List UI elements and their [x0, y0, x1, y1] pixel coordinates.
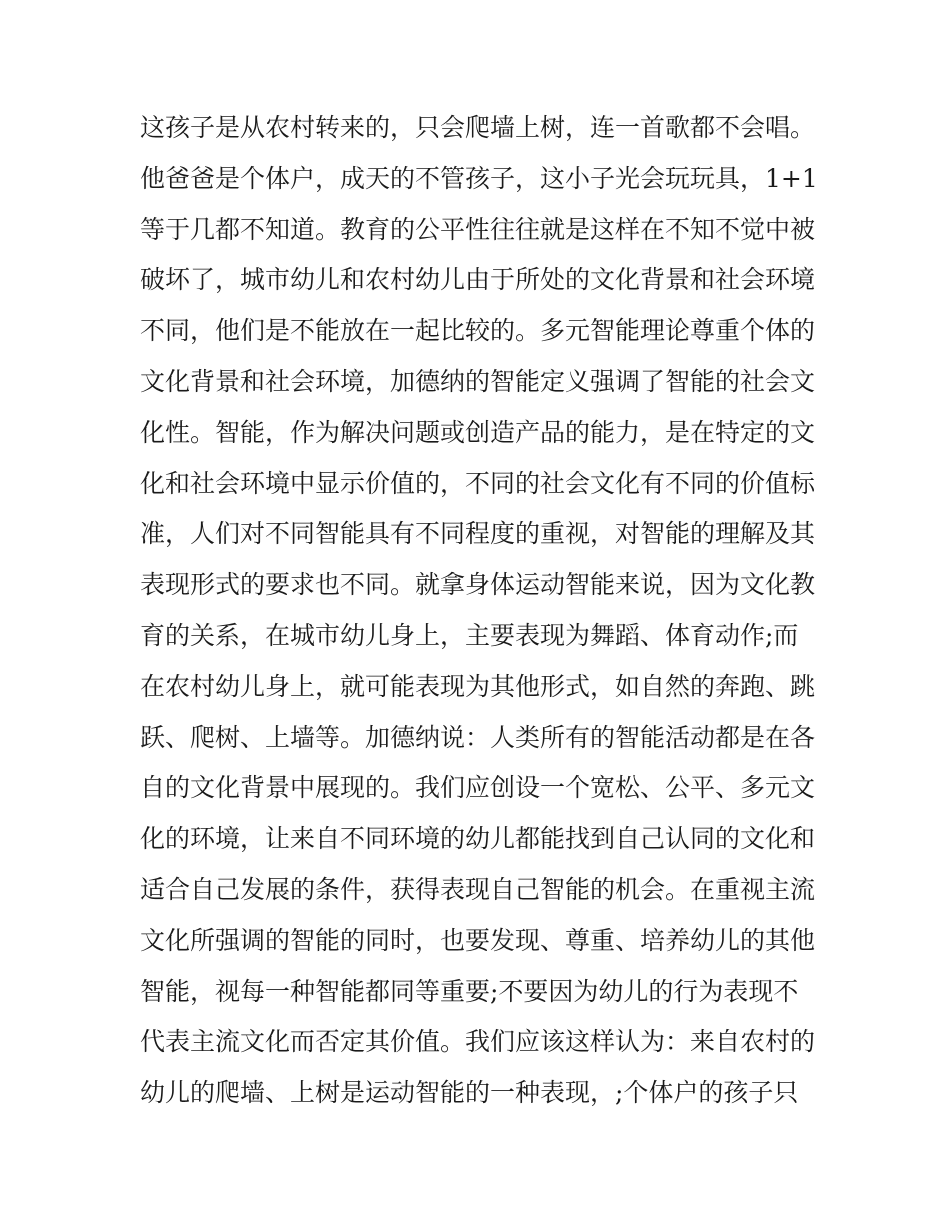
- text-line-9: 准，人们对不同智能具有不同程度的重视，对智能的理解及其: [140, 519, 816, 549]
- text-line-20: 幼儿的爬墙、上树是运动智能的一种表现，;个体户的孩子只: [140, 1078, 799, 1108]
- text-line-14: 自的文化背景中展现的。我们应创设一个宽松、公平、多元文: [140, 773, 816, 803]
- text-line-19: 代表主流文化而否定其价值。我们应该这样认为：来自农村的: [140, 1027, 816, 1057]
- text-line-3: 等于几都不知道。教育的公平性往往就是这样在不知不觉中被: [140, 214, 816, 244]
- text-line-7: 化性。智能，作为解决问题或创造产品的能力，是在特定的文: [140, 417, 816, 447]
- text-line-5: 不同，他们是不能放在一起比较的。多元智能理论尊重个体的: [140, 316, 816, 346]
- text-line-6: 文化背景和社会环境，加德纳的智能定义强调了智能的社会文: [140, 366, 816, 396]
- text-line-11: 育的关系，在城市幼儿身上，主要表现为舞蹈、体育动作;而: [140, 620, 799, 650]
- text-line-12: 在农村幼儿身上，就可能表现为其他形式，如自然的奔跑、跳: [140, 671, 816, 701]
- text-line-15: 化的环境，让来自不同环境的幼儿都能找到自己认同的文化和: [140, 824, 816, 854]
- text-line-17: 文化所强调的智能的同时，也要发现、尊重、培养幼儿的其他: [140, 925, 816, 955]
- text-line-1: 这孩子是从农村转来的，只会爬墙上树，连一首歌都不会唱。: [140, 113, 816, 142]
- text-line-8: 化和社会环境中显示价值的，不同的社会文化有不同的价值标: [140, 468, 816, 498]
- text-line-2: 他爸爸是个体户，成天的不管孩子，这小子光会玩玩具，1+1: [140, 163, 818, 193]
- text-line-13: 跃、爬树、上墙等。加德纳说：人类所有的智能活动都是在各: [140, 722, 816, 752]
- text-line-4: 破坏了，城市幼儿和农村幼儿由于所处的文化背景和社会环境: [140, 265, 816, 295]
- body-text: [140, 103, 820, 1119]
- text-line-18: 智能，视每一种智能都同等重要;不要因为幼儿的行为表现不: [140, 976, 799, 1006]
- text-line-16: 适合自己发展的条件，获得表现自己智能的机会。在重视主流: [140, 874, 816, 904]
- text-line-10: 表现形式的要求也不同。就拿身体运动智能来说，因为文化教: [140, 570, 816, 600]
